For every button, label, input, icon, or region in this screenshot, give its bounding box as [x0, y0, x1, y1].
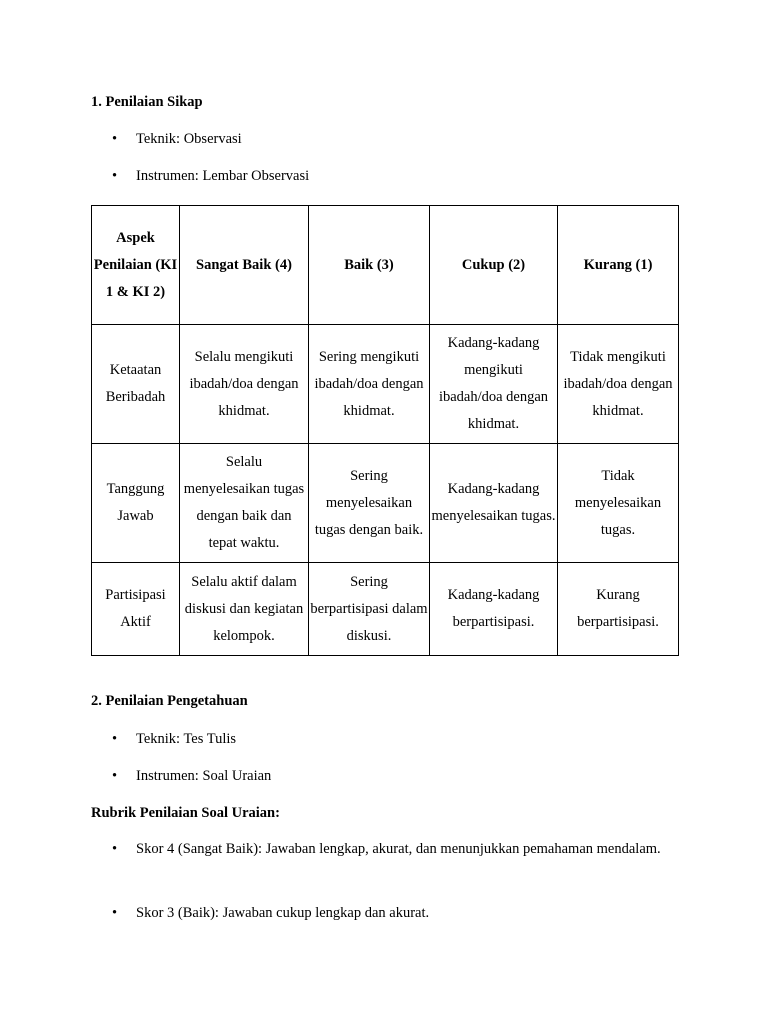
table-cell: Sering mengikuti ibadah/doa dengan khidmat.	[309, 325, 430, 444]
table-cell: Tanggung Jawab	[92, 444, 180, 563]
table-header-cell: Kurang (1)	[558, 206, 679, 325]
bullet-dot-icon: •	[112, 131, 118, 147]
section-2-title: 2. Penilaian Pengetahuan	[91, 693, 248, 709]
table-cell: Sering berpartisipasi dalam diskusi.	[309, 563, 430, 656]
table-row	[92, 444, 679, 563]
bullet-text: Teknik: Observasi	[136, 131, 242, 147]
bullet-dot-icon: •	[112, 905, 118, 921]
table-cell: Selalu menyelesaikan tugas dengan baik dan tepat waktu.	[180, 444, 309, 563]
table-cell: Selalu aktif dalam diskusi dan kegiatan kelompok.	[180, 563, 309, 656]
bullet-text: Teknik: Tes Tulis	[136, 731, 237, 747]
table-cell: Tidak mengikuti ibadah/doa dengan khidmat.	[558, 325, 679, 444]
rubric-title: Rubrik Penilaian Soal Uraian:	[91, 805, 280, 821]
table-header-cell: Aspek Penilaian (KI 1 & KI 2)	[92, 206, 180, 325]
rubric-item-text: Skor 3 (Baik): Jawaban cukup lengkap dan akurat.	[136, 905, 430, 921]
bullet-text: Instrumen: Soal Uraian	[136, 768, 272, 784]
attitude-rubric-table	[91, 205, 679, 656]
section-1-title: 1. Penilaian Sikap	[91, 94, 203, 110]
table-cell: Sering menyelesaikan tugas dengan baik.	[309, 444, 430, 563]
rubric-item	[112, 900, 678, 927]
bullet-text: Instrumen: Lembar Observasi	[136, 168, 310, 184]
table-cell: Kadang-kadang berpartisipasi.	[430, 563, 558, 656]
table-cell: Partisipasi Aktif	[92, 563, 180, 656]
table-cell: Ketaatan Beribadah	[92, 325, 180, 444]
bullet-dot-icon: •	[112, 841, 118, 857]
table-row	[92, 563, 679, 656]
table-cell: Tidak menyelesaikan tugas.	[558, 444, 679, 563]
table-cell: Kurang berpartisipasi.	[558, 563, 679, 656]
bullet-dot-icon: •	[112, 731, 118, 747]
rubric-item-text: Skor 4 (Sangat Baik): Jawaban lengkap, akurat, dan menunjukkan pemahaman mendalam.	[136, 841, 661, 857]
table-header-cell: Cukup (2)	[430, 206, 558, 325]
table-header-row	[92, 206, 679, 325]
table-cell: Kadang-kadang menyelesaikan tugas.	[430, 444, 558, 563]
table-header-cell: Baik (3)	[309, 206, 430, 325]
rubric-item	[112, 836, 678, 863]
table-cell: Selalu mengikuti ibadah/doa dengan khidmat.	[180, 325, 309, 444]
bullet-dot-icon: •	[112, 168, 118, 184]
table-cell: Kadang-kadang mengikuti ibadah/doa dengan khidmat.	[430, 325, 558, 444]
table-header-cell: Sangat Baik (4)	[180, 206, 309, 325]
bullet-dot-icon: •	[112, 768, 118, 784]
table-row	[92, 325, 679, 444]
